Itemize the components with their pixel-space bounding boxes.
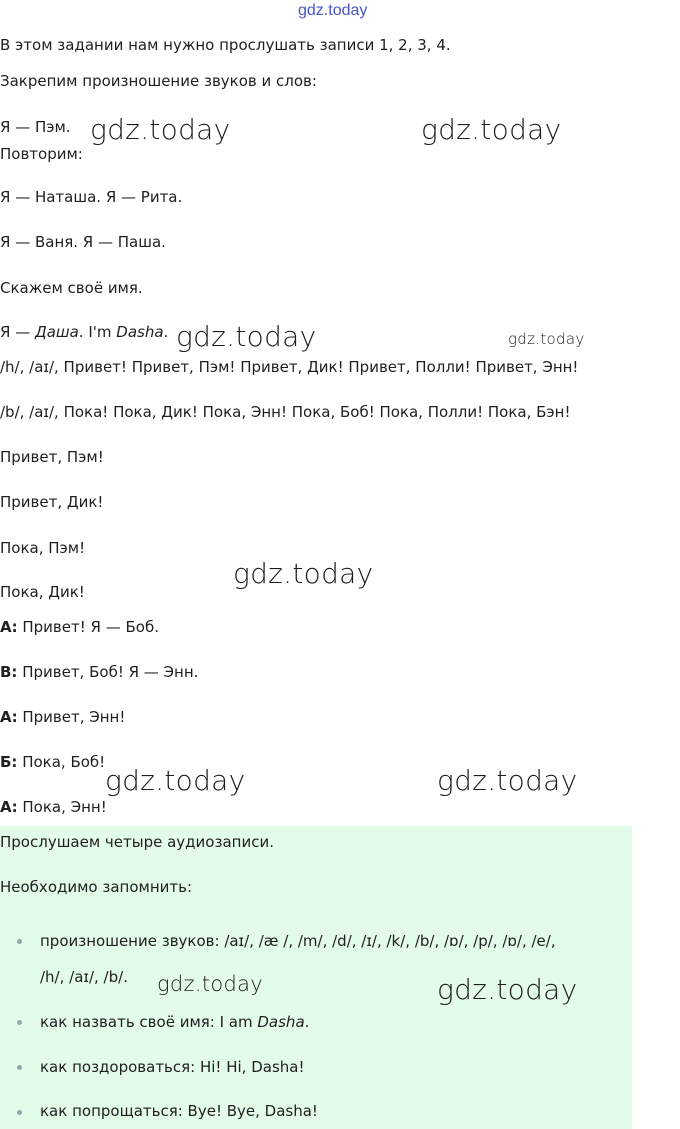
dialogue-text: Пока, Энн! bbox=[17, 798, 107, 816]
bullet-dot bbox=[17, 1020, 22, 1025]
dasha-mid: . I'm bbox=[78, 323, 117, 341]
dasha-ru: Даша bbox=[34, 323, 79, 341]
hello-line: /h/, /aɪ/, Привет! Привет, Пэм! Привет, Дик! Привет, Полли! Привет, Энн! bbox=[0, 358, 579, 376]
short-line: Привет, Пэм! bbox=[0, 448, 104, 466]
note-remember: Необходимо запомнить: bbox=[0, 878, 193, 896]
watermark: gdz.today bbox=[105, 764, 246, 797]
watermark: gdz.today bbox=[157, 972, 264, 996]
dialogue-text: Привет! Я — Боб. bbox=[17, 618, 159, 636]
bye-line: /b/, /aɪ/, Пока! Пока, Дик! Пока, Энн! Пока, Боб! Пока, Полли! Пока, Бэн! bbox=[0, 403, 571, 421]
speaker-label: А: bbox=[0, 618, 18, 636]
line-vanya: Я — Ваня. Я — Паша. bbox=[0, 233, 166, 251]
line-dasha bbox=[0, 322, 168, 342]
dialogue-line bbox=[0, 752, 105, 772]
dialogue-line bbox=[0, 662, 198, 682]
dasha-prefix: Я — bbox=[0, 323, 35, 341]
short-line: Пока, Дик! bbox=[0, 583, 85, 601]
speaker-label: В: bbox=[0, 663, 18, 681]
line-natasha: Я — Наташа. Я — Рита. bbox=[0, 188, 183, 206]
dialogue-text: Привет, Энн! bbox=[17, 708, 126, 726]
bullet-name bbox=[40, 1012, 309, 1032]
dialogue-text: Привет, Боб! Я — Энн. bbox=[17, 663, 199, 681]
watermark: gdz.today bbox=[233, 557, 374, 590]
bullet-dot bbox=[17, 1110, 22, 1115]
bullet-greet: как поздороваться: Hi! Hi, Dasha! bbox=[40, 1058, 305, 1076]
speaker-label: Б: bbox=[0, 753, 18, 771]
bullet-name-prefix: как назвать своё имя: I am bbox=[40, 1013, 258, 1031]
repeat-label: Повторим: bbox=[0, 145, 83, 163]
watermark: gdz.today bbox=[421, 113, 562, 146]
watermark: gdz.today bbox=[90, 113, 231, 146]
speaker-label: А: bbox=[0, 798, 18, 816]
bullet-sounds-cont: /h/, /aɪ/, /b/. bbox=[40, 968, 128, 986]
speaker-label: А: bbox=[0, 708, 18, 726]
dasha-en: Dasha bbox=[116, 323, 164, 341]
short-line: Пока, Пэм! bbox=[0, 539, 86, 557]
bullet-dot bbox=[17, 939, 22, 944]
consolidate-text: Закрепим произношение звуков и слов: bbox=[0, 72, 317, 90]
watermark: gdz.today bbox=[508, 330, 585, 348]
bullet-name-em: Dasha bbox=[257, 1013, 305, 1031]
dasha-end: . bbox=[163, 323, 169, 341]
intro-text: В этом задании нам нужно прослушать записи 1, 2, 3, 4. bbox=[0, 36, 451, 54]
bullet-farewell: как попрощаться: Bye! Bye, Dasha! bbox=[40, 1102, 318, 1120]
short-line: Привет, Дик! bbox=[0, 493, 104, 511]
dialogue-line bbox=[0, 707, 125, 727]
line-pam: Я — Пэм. bbox=[0, 118, 71, 136]
note-listen: Прослушаем четыре аудиозаписи. bbox=[0, 833, 274, 851]
watermark: gdz.today bbox=[437, 973, 578, 1006]
dialogue-text: Пока, Боб! bbox=[17, 753, 106, 771]
dialogue-line bbox=[0, 797, 107, 817]
bullet-sounds: произношение звуков: /aɪ/, /æ /, /m/, /d/, /ɪ/, /k/, /b/, /ɒ/, /p/, /ɒ/, /e/, bbox=[40, 932, 556, 950]
bullet-name-end: . bbox=[304, 1013, 310, 1031]
say-name-text: Скажем своё имя. bbox=[0, 279, 143, 297]
watermark: gdz.today bbox=[437, 764, 578, 797]
header-watermark: gdz.today bbox=[298, 2, 368, 19]
watermark: gdz.today bbox=[176, 320, 317, 353]
dialogue-line bbox=[0, 617, 159, 637]
bullet-dot bbox=[17, 1065, 22, 1070]
